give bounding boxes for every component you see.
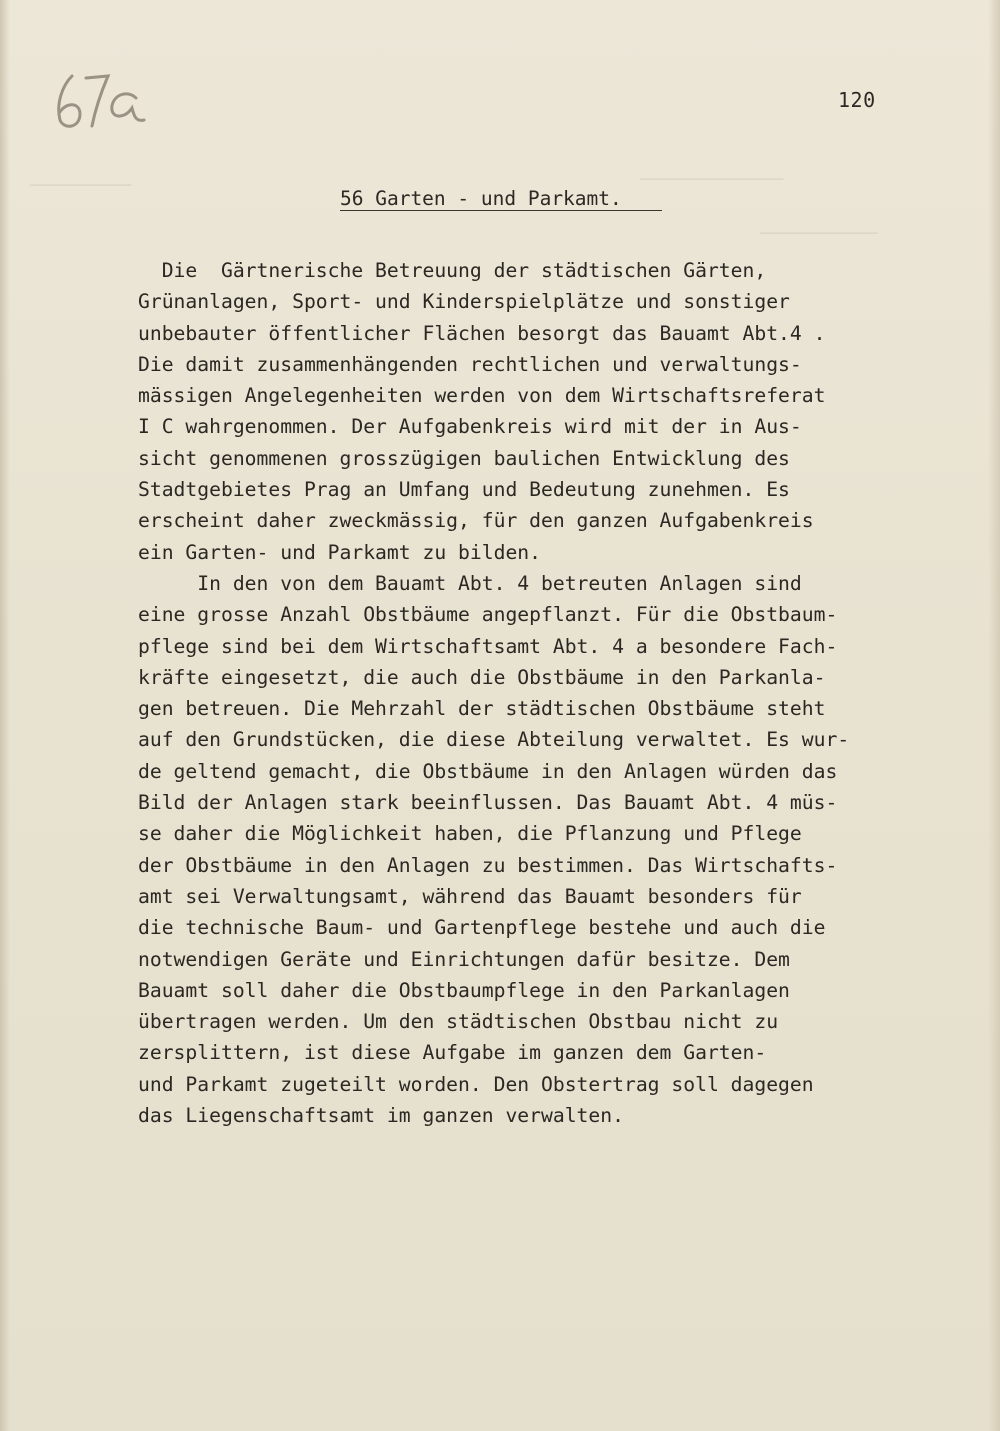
text-line: das Liegenschaftsamt im ganzen verwalten. xyxy=(138,1104,624,1128)
text-line: Bauamt soll daher die Obstbaumpflege in den Parkanlagen xyxy=(138,978,790,1002)
page-number: 120 xyxy=(838,88,876,112)
page-edge-shadow-left xyxy=(0,0,10,1431)
text-line: amt sei Verwaltungsamt, während das Bauamt besonders für xyxy=(138,884,802,908)
text-line: eine grosse Anzahl Obstbäume angepflanzt. Für die Obstbaum- xyxy=(138,603,838,627)
text-line: mässigen Angelegenheiten werden von dem Wirtschaftsreferat xyxy=(138,384,826,408)
text-line: übertragen werden. Um den städtischen Obstbau nicht zu xyxy=(138,1010,779,1034)
bleed-through-mark: ──────────── xyxy=(30,178,132,194)
text-line: und Parkamt zugeteilt worden. Den Obstertrag soll dagegen xyxy=(138,1072,814,1096)
text-line: sicht genommenen grosszügigen baulichen Entwicklung des xyxy=(138,446,790,470)
text-line: kräfte eingesetzt, die auch die Obstbäume in den Parkanla- xyxy=(138,665,826,689)
text-line: die technische Baum- und Gartenpflege bestehe und auch die xyxy=(138,916,826,940)
text-line: ein Garten- und Parkamt zu bilden. xyxy=(138,540,541,564)
text-line: auf den Grundstücken, die diese Abteilung verwaltet. Es wur- xyxy=(138,728,850,752)
text-line: Die Gärtnerische Betreuung der städtischen Gärten, xyxy=(138,259,767,282)
text-line: I C wahrgenommen. Der Aufgabenkreis wird mit der in Aus- xyxy=(138,415,802,439)
text-line: erscheint daher zweckmässig, für den ganzen Aufgabenkreis xyxy=(138,509,814,533)
text-line: notwendigen Geräte und Einrichtungen dafür besitze. Dem xyxy=(138,947,790,971)
heading-underline xyxy=(340,210,662,211)
text-line: Grünanlagen, Sport- und Kinderspielplätze und sonstiger xyxy=(138,290,790,314)
text-line: Stadtgebietes Prag an Umfang und Bedeutung zunehmen. Es xyxy=(138,478,790,502)
text-line: se daher die Möglichkeit haben, die Pflanzung und Pflege xyxy=(138,822,802,846)
section-heading: 56 Garten - und Parkamt. xyxy=(340,187,622,210)
text-line: gen betreuen. Die Mehrzahl der städtischen Obstbäume steht xyxy=(138,697,826,721)
text-line: pflege sind bei dem Wirtschaftsamt Abt. 4 a besondere Fach- xyxy=(138,634,838,658)
text-line: unbebauter öffentlicher Flächen besorgt das Bauamt Abt.4 . xyxy=(138,321,826,345)
text-line: In den von dem Bauamt Abt. 4 betreuten Anlagen sind xyxy=(138,571,802,595)
bleed-through-mark: ───────────────── xyxy=(640,172,784,188)
text-line: Bild der Anlagen stark beeinflussen. Das Bauamt Abt. 4 müs- xyxy=(138,791,838,815)
text-line: zersplittern, ist diese Aufgabe im ganzen dem Garten- xyxy=(138,1041,767,1065)
page-edge-shadow-right xyxy=(988,0,1000,1431)
bleed-through-mark: ────────────── xyxy=(760,226,879,242)
text-line: Die damit zusammenhängenden rechtlichen und verwaltungs- xyxy=(138,352,802,376)
text-line: de geltend gemacht, die Obstbäume in den Anlagen würden das xyxy=(138,759,838,783)
body-paragraphs xyxy=(138,255,898,1131)
text-line: der Obstbäume in den Anlagen zu bestimmen. Das Wirtschafts- xyxy=(138,853,838,877)
handwritten-page-note xyxy=(50,64,150,136)
